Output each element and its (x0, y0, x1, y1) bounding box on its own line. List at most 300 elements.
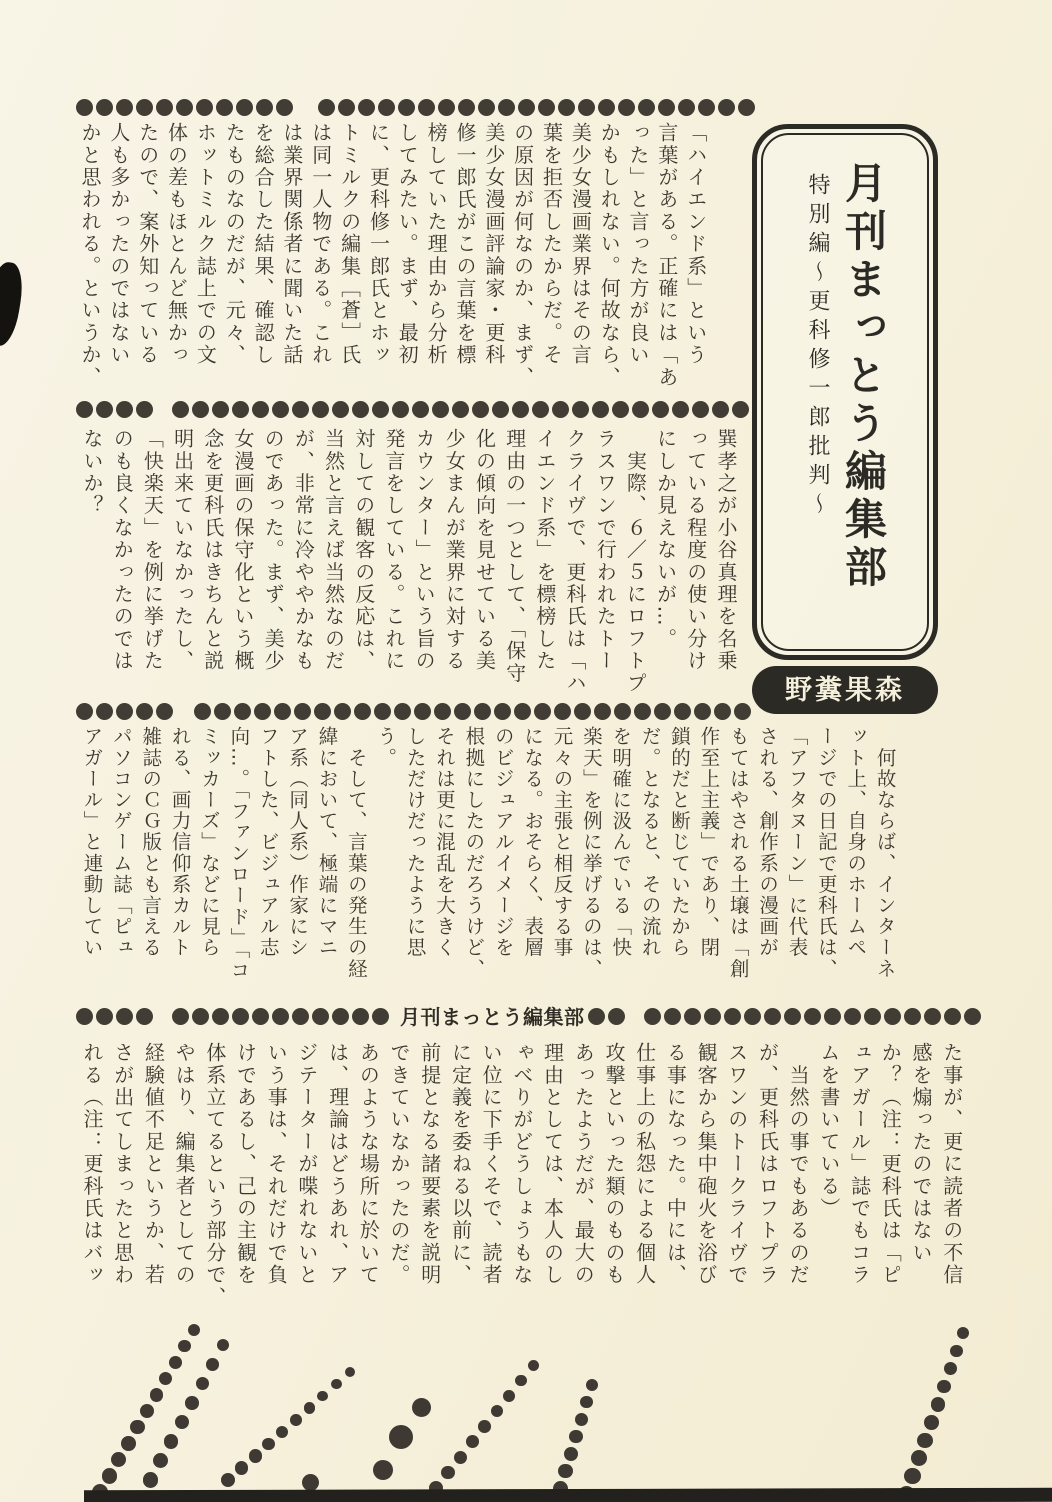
text-column: 修一郎氏がこの言葉を標 (452, 122, 477, 367)
decor-dot (276, 1426, 288, 1438)
text-column: 当然と言えば当然なのだ (321, 428, 346, 673)
decor-dot (196, 1377, 209, 1390)
text-column: 対しての観客の反応は、 (351, 428, 376, 673)
separator-dot (732, 401, 749, 418)
decor-dot (491, 1405, 503, 1417)
title-box (752, 124, 938, 660)
separator-dot (478, 99, 495, 116)
separator-dot (194, 703, 211, 720)
decor-dot (175, 1415, 189, 1429)
text-column: あのような場所に於いて (356, 1042, 381, 1287)
separator-dot (312, 401, 329, 418)
text-column: イエンド系」を標榜した (532, 428, 557, 673)
separator-dot (116, 703, 133, 720)
separator-dot (572, 401, 589, 418)
text-block-1 (80, 122, 706, 396)
text-column: が、非常に冷ややかなも (291, 428, 316, 673)
text-column: 攻撃といった類のものも (601, 1042, 626, 1287)
decor-dot (931, 1397, 945, 1411)
text-column: 発言をしている。これに (381, 428, 406, 673)
text-column: される、創作系の漫画が (756, 726, 780, 959)
separator-dot (764, 1008, 781, 1025)
decor-dot (221, 1473, 235, 1487)
decor-dot (169, 1356, 182, 1369)
article-title: 月刊まっとう編集部 (839, 161, 888, 593)
decor-dot (159, 1372, 172, 1385)
text-column: った」と言った方が良い (626, 122, 651, 367)
decor-dot (345, 1367, 355, 1377)
text-column: ット上、自身のホームペ (844, 726, 868, 959)
text-column: 体系立てるという部分で、 (202, 1042, 227, 1309)
dot-row (172, 1008, 389, 1025)
text-column: ないか？ (80, 428, 104, 517)
separator-dot (498, 99, 515, 116)
separator-dot (472, 401, 489, 418)
separator-dot (292, 1008, 309, 1025)
decor-dot (140, 1404, 154, 1418)
decor-dot (143, 1472, 159, 1488)
separator-dot (412, 401, 429, 418)
author-name: 野糞果森 (785, 674, 905, 706)
separator-dot (678, 99, 695, 116)
separator-dot (332, 401, 349, 418)
separator-dot (96, 703, 113, 720)
separator-dot (314, 703, 331, 720)
text-column: 楽天」を例に挙げるのは、 (579, 726, 603, 980)
separator-dot (718, 99, 735, 116)
decor-dot (178, 1340, 190, 1352)
text-column: 体の差もほとんど無かっ (164, 122, 189, 367)
text-column: 女漫画の保守化という概 (230, 428, 255, 673)
separator-dot (684, 1008, 701, 1025)
text-column: ージでの日記で更科氏は、 (814, 726, 838, 980)
text-column: を総合した結果、確認し (251, 122, 276, 367)
decor-dot (111, 1452, 126, 1467)
separator-dot (354, 703, 371, 720)
text-column: は、理論はどうあれ、ア (325, 1042, 350, 1287)
dot-row (318, 99, 755, 116)
separator-dot (378, 99, 395, 116)
separator-dot (698, 99, 715, 116)
separator-dot (738, 99, 755, 116)
separator-dot (592, 401, 609, 418)
separator-dot (192, 401, 209, 418)
decor-dot (217, 1339, 229, 1351)
text-column: になる。おそらく、表層 (521, 726, 545, 959)
separator-dot (172, 401, 189, 418)
separator-dot (318, 99, 335, 116)
text-column: アガール」と連動してい (80, 726, 104, 959)
separator-dot (196, 99, 213, 116)
separator-dot (474, 703, 491, 720)
text-column: のも良くなかったのでは (110, 428, 135, 673)
separator-dot (612, 401, 629, 418)
decor-dot (937, 1380, 951, 1394)
separator-dot (534, 703, 551, 720)
text-column: 作至上主義」であり、閉 (697, 726, 721, 959)
decor-dot (249, 1449, 262, 1462)
separator-dot (944, 1008, 961, 1025)
text-column: それは更に混乱を大きく (433, 726, 456, 959)
decor-dot (528, 1360, 539, 1371)
separator-dot (692, 401, 709, 418)
dot-row (588, 1008, 625, 1025)
decor-dot (150, 1388, 164, 1402)
text-column: トミルクの編集［蒼］氏 (337, 122, 362, 367)
text-column: してみたい。まず、最初 (395, 122, 420, 367)
separator-dot (156, 703, 173, 720)
decor-dot (317, 1391, 328, 1402)
separator-dot (312, 1008, 329, 1025)
separator-dot (658, 99, 675, 116)
separator-dot (272, 401, 289, 418)
separator-dot (712, 401, 729, 418)
separator-dot (588, 1008, 605, 1025)
separator-dot (116, 401, 133, 418)
decor-dot (917, 1433, 932, 1448)
text-column: れる（注：更科氏はバッ (80, 1042, 104, 1287)
text-column: のであった。まず、美少 (261, 428, 286, 673)
text-column: た事が、更に読者の不信 (939, 1042, 964, 1287)
text-block-3 (82, 726, 895, 1006)
decor-dot (944, 1362, 957, 1375)
text-column: か？（注：更科氏は「ピ (878, 1042, 903, 1287)
separator-dot (514, 703, 531, 720)
decor-dot (373, 1460, 393, 1480)
text-column: 榜していた理由から分析 (424, 122, 449, 367)
separator-dot (136, 1008, 153, 1025)
separator-dot (614, 703, 631, 720)
separator-dot (232, 401, 249, 418)
decor-dot (911, 1450, 927, 1466)
decor-dot (950, 1345, 963, 1358)
separator-dot (672, 401, 689, 418)
separator-dot (904, 1008, 921, 1025)
text-column: スワンのトークライヴで (724, 1042, 749, 1287)
separator-dot (338, 99, 355, 116)
decor-dot (389, 1425, 413, 1449)
separator-dot (674, 703, 691, 720)
decor-dot (904, 1468, 920, 1484)
separator-dot (694, 703, 711, 720)
separator-dot (96, 1008, 113, 1025)
separator-dot (96, 99, 113, 116)
text-column: さが出てしまったと思わ (110, 1042, 135, 1287)
separator-dot (272, 1008, 289, 1025)
text-column: ホットミルク誌上での文 (193, 122, 218, 367)
separator-dot (116, 1008, 133, 1025)
separator-dot (414, 703, 431, 720)
separator-dot (518, 99, 535, 116)
decor-dot (185, 1396, 199, 1410)
separator-dot (254, 703, 271, 720)
text-column: 実際、６／５にロフトプ (623, 428, 648, 695)
text-column: ミッカーズ」などに見ら (198, 726, 221, 959)
separator-dot (634, 703, 651, 720)
separator-dot (252, 401, 269, 418)
separator-dot (76, 1008, 93, 1025)
text-column: いう事は、それだけで負 (264, 1042, 289, 1287)
separator-dot (156, 99, 173, 116)
text-column: パソコンゲーム誌「ピュ (109, 726, 133, 959)
text-column: の原因が何なのか、まず、 (510, 122, 535, 389)
text-column: 化の傾向を見せている美 (472, 428, 497, 673)
separator-dot (358, 99, 375, 116)
text-column: 経験値不足というか、若 (141, 1042, 166, 1287)
separator-dot (452, 401, 469, 418)
text-block-2 (82, 428, 736, 698)
scan-edge-strip (84, 1488, 1052, 1502)
separator-dot (76, 99, 93, 116)
text-column: に、更科修一郎氏とホッ (366, 122, 391, 367)
separator-dot (236, 99, 253, 116)
text-column: れる、画力信仰系カルト (168, 726, 192, 959)
separator-dot (352, 401, 369, 418)
text-column: ュアガール」誌でもコラ (847, 1042, 872, 1287)
text-column: 美少女漫画業界はその言 (568, 122, 593, 367)
decor-dot (924, 1415, 939, 1430)
separator-dot (454, 703, 471, 720)
separator-dot (594, 703, 611, 720)
text-column: 言葉がある。正確には「あ (654, 122, 679, 389)
text-column: あったようだが、最大の (571, 1042, 596, 1287)
decor-dot (503, 1390, 515, 1402)
separator-dot (192, 1008, 209, 1025)
text-column: は同一人物である。これ (308, 122, 333, 367)
separator-dot (598, 99, 615, 116)
dot-row (76, 1008, 153, 1025)
decor-dot (102, 1468, 118, 1484)
separator-dot (884, 1008, 901, 1025)
separator-dot (492, 401, 509, 418)
text-column: もてはやされる土壌は「創 (726, 726, 750, 980)
decor-dot (441, 1466, 455, 1480)
dot-row (76, 99, 293, 116)
decor-dot (188, 1324, 200, 1336)
text-column: のビジュアルイメージを (491, 726, 515, 959)
decor-dot (206, 1358, 219, 1371)
separator-dot (352, 1008, 369, 1025)
separator-dot (292, 401, 309, 418)
decor-dot (586, 1379, 598, 1391)
separator-dot (664, 1008, 681, 1025)
text-column: 元々の主張と相反する事 (550, 726, 574, 959)
text-column: フトした、ビジュアル志 (256, 726, 280, 959)
separator-dot (734, 703, 751, 720)
decor-dot (515, 1375, 526, 1386)
separator-dot (232, 1008, 249, 1025)
text-column: たので、案外知っている (135, 122, 160, 367)
article-subtitle: 特別編～更科修一郎批判～ (805, 173, 830, 521)
text-column: 理由としては、本人のし (540, 1042, 565, 1287)
decor-dot (478, 1420, 491, 1433)
text-column: 巽孝之が小谷真理を名乗 (713, 428, 738, 673)
separator-dot (608, 1008, 625, 1025)
separator-dot (438, 99, 455, 116)
separator-dot (234, 703, 251, 720)
text-column: だ。となると、その流れ (638, 726, 662, 959)
separator-dot (374, 703, 391, 720)
title-box-inner (761, 133, 929, 651)
text-column: 鎖的だと断じていたから (668, 726, 691, 959)
text-column: は業界関係者に聞いた話 (279, 122, 304, 367)
decor-dot (569, 1430, 583, 1444)
separator-dot (96, 401, 113, 418)
separator-dot (964, 1008, 981, 1025)
separator-dot (334, 703, 351, 720)
separator-dot (924, 1008, 941, 1025)
dot-row (76, 703, 173, 720)
separator-dot (252, 1008, 269, 1025)
separator-dot (434, 703, 451, 720)
decor-dot (235, 1461, 249, 1475)
text-column: 理由の一つとして、「保守 (502, 428, 527, 685)
text-column: かもしれない。何故なら、 (597, 122, 622, 389)
text-column: ア系（同人系）作家にシ (286, 726, 310, 959)
separator-dot (212, 401, 229, 418)
text-column: に定義を委ねる以前に、 (448, 1042, 473, 1287)
decor-dot (454, 1451, 467, 1464)
text-column: カウンター」という旨の (412, 428, 437, 673)
separator-dot (574, 703, 591, 720)
text-column: ジテーターが喋れないと (294, 1042, 319, 1287)
separator-dot (538, 99, 555, 116)
separator-dot (372, 401, 389, 418)
decor-dot (575, 1413, 588, 1426)
separator-dot (558, 99, 575, 116)
text-column: 緯において、極端にマニ (315, 726, 339, 959)
text-block-4 (82, 1042, 962, 1314)
separator-dot (578, 99, 595, 116)
text-column: 「アフタヌーン」に代表 (785, 726, 809, 959)
decor-dot (564, 1447, 578, 1461)
dot-row (644, 1008, 981, 1025)
separator-dot (394, 703, 411, 720)
separator-dot (704, 1008, 721, 1025)
separator-dot (744, 1008, 761, 1025)
text-column: 明出来ていなかったし、 (170, 428, 195, 673)
decor-dot (304, 1402, 315, 1413)
separator-dot (714, 703, 731, 720)
decor-dot (558, 1464, 573, 1479)
text-column: 念を更科氏はきちんと説 (200, 428, 225, 673)
separator-dot (176, 99, 193, 116)
text-column: 向…。「ファンロード」「コ (227, 726, 251, 981)
separator-dot (644, 1008, 661, 1025)
separator-dot (214, 703, 231, 720)
text-column: を明確に汲んでいる「快 (609, 726, 633, 959)
text-column: 美少女漫画評論家・更科 (481, 122, 506, 367)
separator-dot (172, 1008, 189, 1025)
author-pill (752, 666, 938, 714)
text-column: 「ハイエンド系」という (683, 122, 708, 367)
separator-dot (632, 401, 649, 418)
separator-dot (784, 1008, 801, 1025)
separator-dot (494, 703, 511, 720)
text-column: できていなかったのだ。 (387, 1042, 412, 1287)
decor-dot (262, 1438, 275, 1451)
text-column: っている程度の使い分け (683, 428, 708, 673)
separator-dot (844, 1008, 861, 1025)
separator-dot (554, 703, 571, 720)
separator-dot (76, 401, 93, 418)
decor-dot (302, 1474, 319, 1491)
separator-dot (136, 99, 153, 116)
decor-dot (290, 1414, 302, 1426)
separator-dot (864, 1008, 881, 1025)
decor-dot (580, 1396, 593, 1409)
separator-dot (116, 99, 133, 116)
text-column: 葉を拒否したからだ。そ (539, 122, 564, 367)
text-column: が、更科氏はロフトプラ (755, 1042, 780, 1287)
separator-dot (618, 99, 635, 116)
decor-dot (153, 1453, 168, 1468)
text-column: 少女まんが業界に対する (442, 428, 467, 673)
text-column: 「快楽天」を例に挙げた (140, 428, 165, 673)
text-column: かと思われる。というか、 (78, 122, 102, 389)
separator-dot (652, 401, 669, 418)
separator-label: 月刊まっとう編集部 (400, 1005, 585, 1029)
text-column: 人も多かったのではない (106, 122, 131, 367)
text-column: 根拠にしたのだろうけど、 (462, 726, 486, 980)
text-column: しただけだったように思 (403, 726, 427, 959)
separator-dot (76, 703, 93, 720)
separator-dot (638, 99, 655, 116)
dot-row (76, 401, 153, 418)
scan-artifact (0, 260, 26, 348)
separator-dot (824, 1008, 841, 1025)
separator-dot (532, 401, 549, 418)
text-column: にしか見えないが…。 (653, 428, 678, 650)
dot-row (194, 703, 751, 720)
dot-row (172, 401, 749, 418)
text-column: 前提となる諸要素を説明 (417, 1042, 442, 1287)
separator-dot (392, 401, 409, 418)
text-column: ムを書いている） (816, 1042, 841, 1220)
separator-dot (432, 401, 449, 418)
decor-dot (466, 1435, 479, 1448)
text-column: けであるし、己の主観を (233, 1042, 258, 1287)
separator-dot (372, 1008, 389, 1025)
text-column: ラスワンで行われたトー (593, 428, 618, 673)
text-column: う。 (374, 726, 398, 769)
separator-dot (256, 99, 273, 116)
separator-dot (332, 1008, 349, 1025)
text-column: 感を煽ったのではない (908, 1042, 933, 1264)
text-column: 雑誌のＣＧ版とも言える (139, 726, 163, 959)
separator-dot (136, 703, 153, 720)
separator-dot (418, 99, 435, 116)
text-column: そして、言葉の発生の経 (344, 726, 368, 980)
separator-dot (804, 1008, 821, 1025)
text-column: い位に下手くそで、読者 (479, 1042, 504, 1287)
decor-dot (121, 1436, 136, 1451)
decor-dot (130, 1420, 144, 1434)
decor-dot (957, 1327, 969, 1339)
text-column: る事になった。中には、 (663, 1042, 688, 1287)
separator-dot (458, 99, 475, 116)
separator-dot (212, 1008, 229, 1025)
text-column: たものなのだが、元々、 (222, 122, 247, 367)
decor-dot (331, 1379, 341, 1389)
separator-dot (398, 99, 415, 116)
separator-dot (274, 703, 291, 720)
text-column: クライヴで、更科氏は「ハ (563, 428, 587, 695)
separator-dot (294, 703, 311, 720)
separator-dot (216, 99, 233, 116)
separator-dot (276, 99, 293, 116)
decor-dot (412, 1398, 431, 1417)
